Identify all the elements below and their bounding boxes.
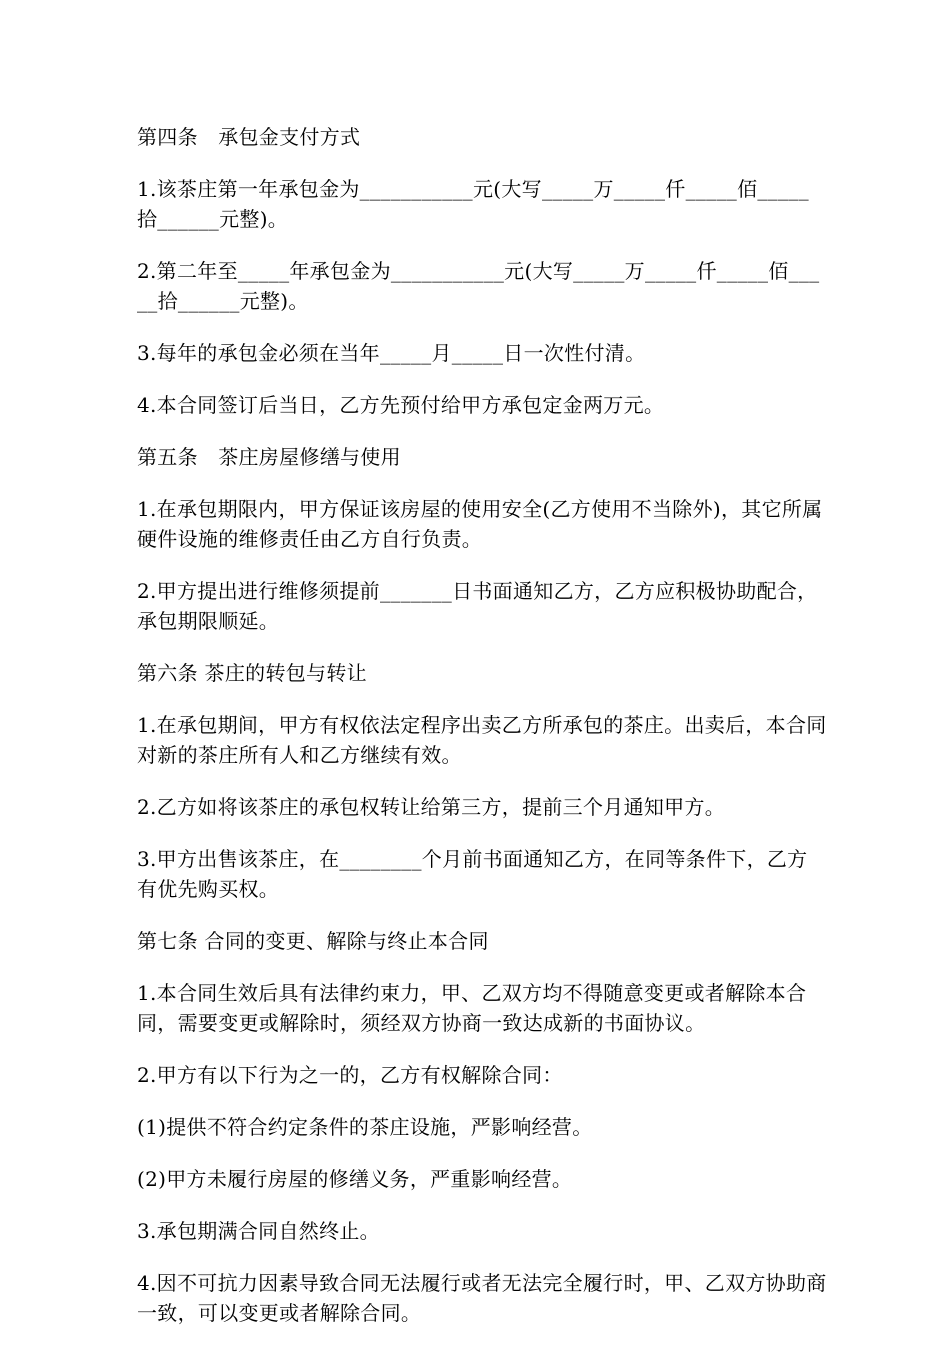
clause-5-1: 1.在承包期限内，甲方保证该房屋的使用安全(乙方使用不当除外)，其它所属硬件设施的维修责任由乙方自行负责。 xyxy=(137,497,823,551)
clause-6-2: 2.乙方如将该茶庄的承包权转让给第三方，提前三个月通知甲方。 xyxy=(137,795,726,819)
section-heading-article-4: 第四条 承包金支付方式 xyxy=(137,125,361,149)
section-heading-article-7: 第七条 合同的变更、解除与终止本合同 xyxy=(137,929,489,953)
clause-7-2-item-2: (2)甲方未履行房屋的修缮义务，严重影响经营。 xyxy=(137,1167,573,1191)
clause-4-3: 3.每年的承包金必须在当年_____月_____日一次性付清。 xyxy=(137,341,646,365)
clause-6-1: 1.在承包期间，甲方有权依法定程序出卖乙方所承包的茶庄。出卖后，本合同对新的茶庄所有人和乙方继续有效。 xyxy=(137,713,827,767)
clause-4-2: 2.第二年至_____年承包金为___________元(大写_____万_____仟_____佰_____拾______元整)。 xyxy=(137,259,820,313)
section-heading-article-5: 第五条 茶庄房屋修缮与使用 xyxy=(137,445,401,469)
document-page xyxy=(137,122,827,1350)
clause-5-2: 2.甲方提出进行维修须提前_______日书面通知乙方，乙方应积极协助配合，承包期限顺延。 xyxy=(137,579,818,633)
clause-4-4: 4.本合同签订后当日，乙方先预付给甲方承包定金两万元。 xyxy=(137,393,665,417)
clause-7-2: 2.甲方有以下行为之一的，乙方有权解除合同： xyxy=(137,1063,563,1087)
clause-6-3: 3.甲方出售该茶庄，在________个月前书面通知乙方，在同等条件下，乙方有优先购买权。 xyxy=(137,847,808,901)
clause-7-1: 1.本合同生效后具有法律约束力，甲、乙双方均不得随意变更或者解除本合同，需要变更或解除时，须经双方协商一致达成新的书面协议。 xyxy=(137,981,807,1035)
section-heading-article-6: 第六条 茶庄的转包与转让 xyxy=(137,661,367,685)
clause-7-4: 4.因不可抗力因素导致合同无法履行或者无法完全履行时，甲、乙双方协助商一致，可以变更或者解除合同。 xyxy=(137,1271,827,1325)
clause-4-1: 1.该茶庄第一年承包金为___________元(大写_____万_____仟_____佰_____拾______元整)。 xyxy=(137,177,809,231)
clause-7-3: 3.承包期满合同自然终止。 xyxy=(137,1219,380,1243)
clause-7-2-item-1: (1)提供不符合约定条件的茶庄设施，严影响经营。 xyxy=(137,1115,593,1139)
